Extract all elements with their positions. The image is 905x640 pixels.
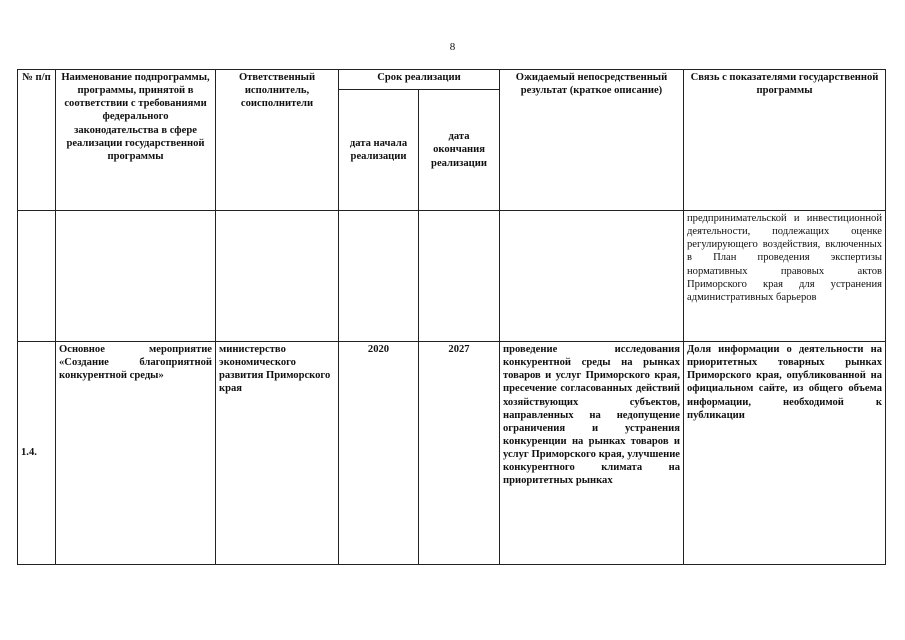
row-name: Основное мероприятие «Создание благоприятной конкурентной среды» [56,342,216,565]
row-executor: министерство экономического развития Приморского края [216,342,339,565]
row-start: 2020 [339,342,419,565]
cont-start-cell [339,211,419,342]
program-table [17,69,886,565]
cont-num-cell [18,211,56,342]
header-start: дата начала реализации [339,90,419,211]
row-num: 1.4. [18,342,56,565]
row-end: 2027 [419,342,500,565]
header-link: Связь с показателями государственной программы [684,70,886,211]
header-term: Срок реализации [339,70,500,90]
cont-link-cell: предпринимательской и инвестиционной деятельности, подлежащих оценке регулирующего воздействия, включенных в План проведения экспертизы нормативных правовых актов Приморского края для устранения административных барьеров [684,211,886,342]
header-executor: Ответственный исполнитель, соисполнители [216,70,339,211]
table-row-1-4 [18,342,886,565]
cont-executor-cell [216,211,339,342]
cont-name-cell [56,211,216,342]
continuation-row [18,211,886,342]
header-num: № п/п [18,70,56,211]
row-result: проведение исследования конкурентной среды на рынках товаров и услуг Приморского края, пресечение согласованных действий хозяйствующих субъектов, направленных на недопущение ограничения и устранения конкуренции на рынках товаров и услуг Приморского края, улучшение конкурентного климата на приоритетных рынках [500,342,684,565]
cont-result-cell [500,211,684,342]
header-result: Ожидаемый непосредственный результат (краткое описание) [500,70,684,211]
header-row-top [18,70,886,90]
cont-end-cell [419,211,500,342]
header-end: дата окончания реализации [419,90,500,211]
page-number: 8 [449,41,456,53]
row-link: Доля информации о деятельности на приоритетных товарных рынках Приморского края, опубликованной на официальном сайте, из общего объема информации, необходимой к публикации [684,342,886,565]
header-name: Наименование подпрограммы, программы, принятой в соответствии с требованиями федерального законодательства в сфере реализации государственной программы [56,70,216,211]
